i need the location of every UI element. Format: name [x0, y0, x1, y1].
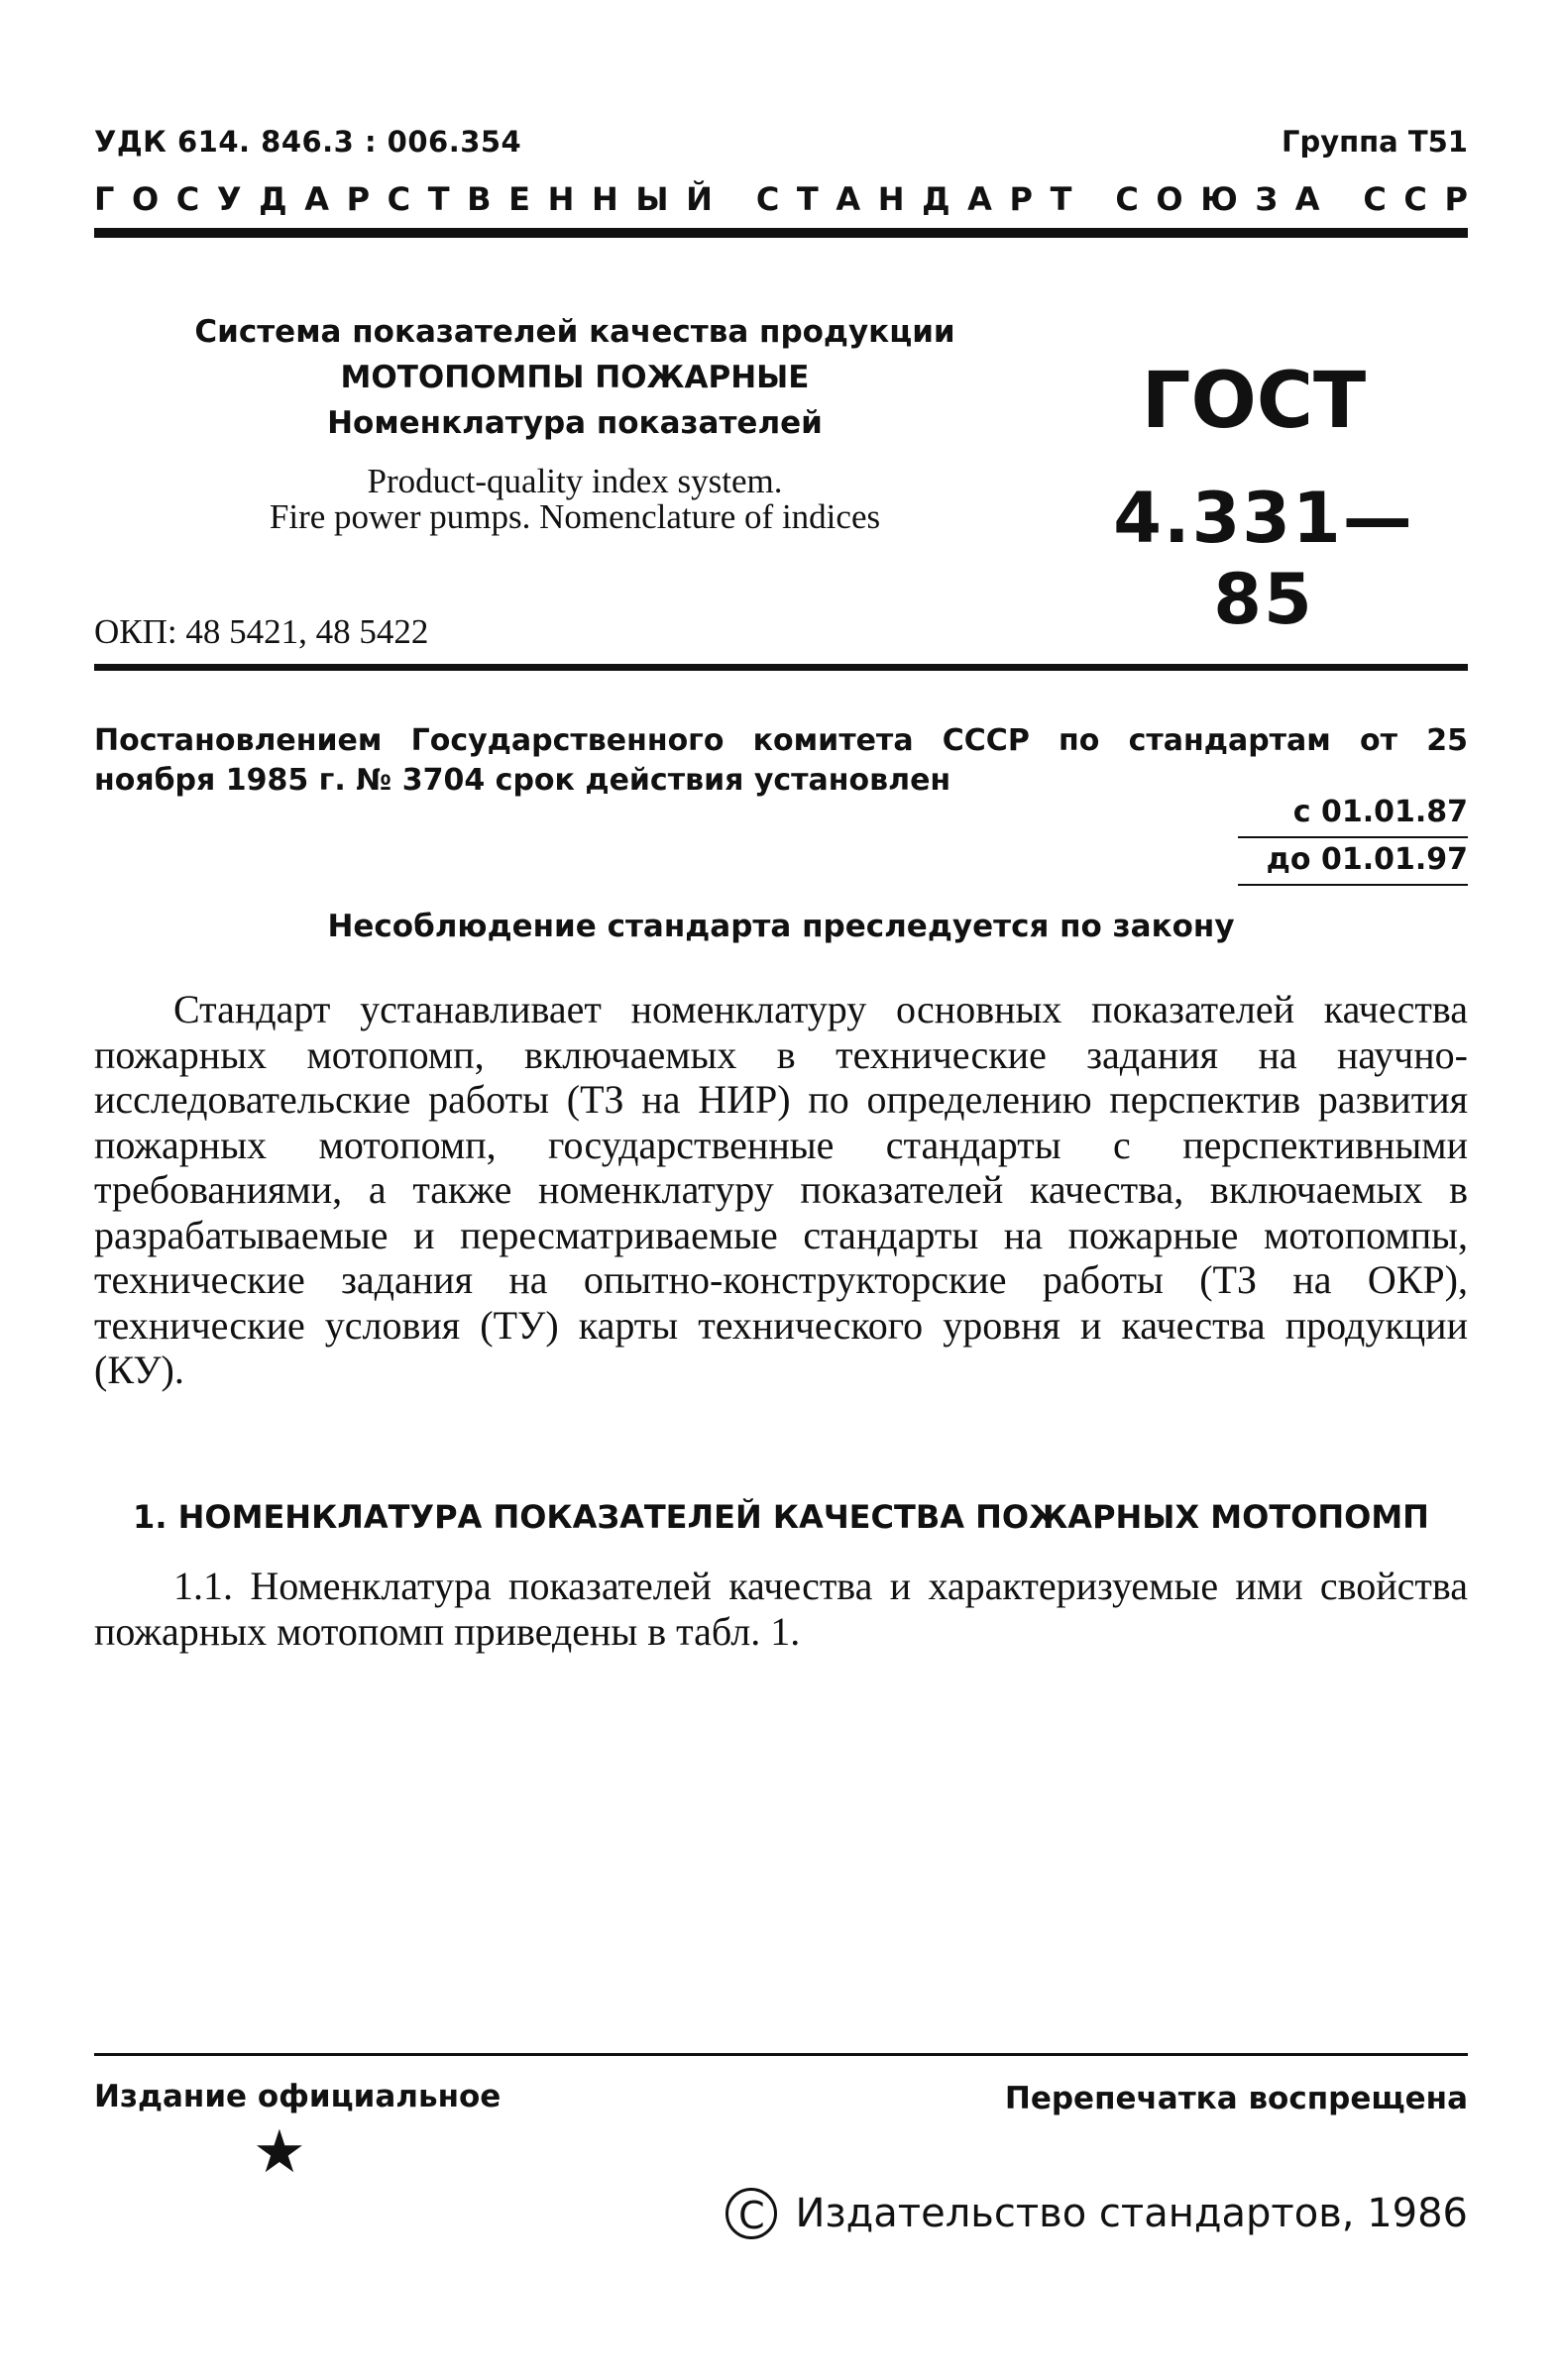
copyright-icon: C — [725, 2188, 777, 2239]
state-standard-heading — [94, 180, 1486, 218]
publisher-line — [725, 2188, 1468, 2239]
gost-label: ГОСТ — [1141, 357, 1367, 446]
effective-from-date: с 01.01.87 — [1292, 795, 1468, 829]
star-icon: ★ — [253, 2117, 306, 2187]
heading-word: СОЮЗА — [1115, 180, 1338, 218]
top-rule — [94, 228, 1468, 238]
system-title: Система показателей качества продукции — [194, 314, 955, 350]
english-title-line1: Product-quality index system. — [367, 462, 783, 500]
heading-word: СТАНДАРТ — [755, 180, 1090, 218]
date-underline — [1238, 884, 1468, 886]
footer-rule — [94, 2053, 1468, 2056]
english-title-line2: Fire power pumps. Nomenclature of indices — [269, 497, 881, 536]
intro-paragraph: Стандарт устанавливает номенклатуру основных показателей качества пожарных мотопомп, включаемых в технические задания на научно-исследовательские работы (ТЗ на НИР) по определению перспектив развития пожарных мотопомп, государственные стандарты с перспективными требованиями, а также номенклатуру показателей качества, включаемых в разрабатываемые и пересматриваемые стандарты на пожарные мотопомпы, технические задания на опытно-конструкторские работы (ТЗ на ОКР), технические условия (ТУ) карты технического уровня и качества продукции (КУ). — [94, 987, 1468, 1392]
section-1-heading: 1. НОМЕНКЛАТУРА ПОКАЗАТЕЛЕЙ КАЧЕСТВА ПОЖАРНЫХ МОТОПОМП — [133, 1498, 1429, 1536]
product-title: МОТОПОМПЫ ПОЖАРНЫЕ — [340, 360, 810, 395]
udk-code: УДК 614. 846.3 : 006.354 — [94, 125, 522, 159]
official-edition-label: Издание официальное — [94, 2079, 502, 2114]
heading-word: ССР — [1363, 180, 1486, 218]
reprint-prohibited-label: Перепечатка воспрещена — [1004, 2081, 1468, 2116]
date-divider — [1238, 836, 1468, 838]
decree-text: Постановлением Государственного комитета СССР по стандартам от 25 ноября 1985 г. № 3704 срок действия установлен — [94, 723, 1468, 798]
okp-codes: ОКП: 48 5421, 48 5422 — [94, 612, 429, 651]
middle-rule — [94, 664, 1468, 671]
heading-word: ГОСУДАРСТВЕННЫЙ — [94, 180, 730, 218]
nomenclature-title: Номенклатура показателей — [327, 405, 823, 441]
group-code: Группа Т51 — [1281, 125, 1468, 159]
law-notice: Несоблюдение стандарта преследуется по закону — [327, 909, 1235, 944]
gost-number: 4.331—85 — [1113, 478, 1414, 640]
effective-to-date: до 01.01.97 — [1266, 842, 1468, 877]
publisher-name: Издательство стандартов, 1986 — [795, 2191, 1468, 2236]
clause-1-1-paragraph: 1.1. Номенклатура показателей качества и характеризуемые ими свойства пожарных мотопомп приведены в табл. 1. — [94, 1564, 1468, 1654]
title-block — [178, 309, 971, 535]
